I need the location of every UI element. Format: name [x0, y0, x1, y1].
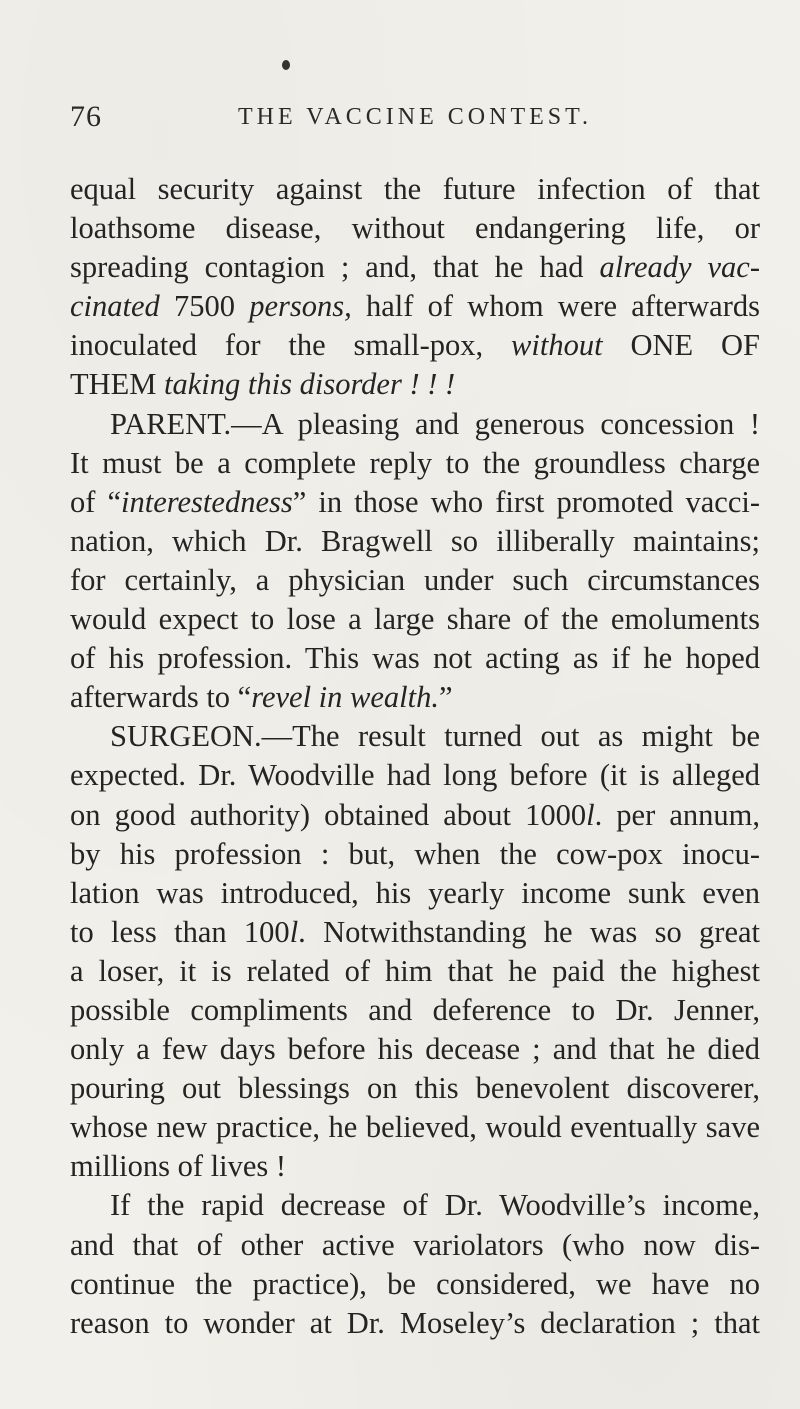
italic-text: l [586, 797, 595, 832]
text-span: of his profession. This was not acting as if he hoped [70, 641, 760, 676]
text-line [70, 1069, 760, 1108]
text-span: would expect to lose a large share of the emoluments [70, 602, 760, 637]
text-span: reason to wonder at Dr. Moseley’s declaration ; that [70, 1305, 760, 1340]
text-span: whose new practice, he believed, would eventually save [70, 1110, 760, 1145]
text-span: spreading contagion ; and, that he had [70, 250, 600, 285]
text-span: . per annum, [594, 797, 760, 832]
text-span: for certainly, a physician under such circumstances [70, 562, 760, 597]
text-span: ONE OF [602, 328, 760, 363]
text-line [70, 913, 760, 952]
text-span: It must be a complete reply to the groundless charge [70, 445, 760, 480]
text-line [70, 952, 760, 991]
text-span: THEM [70, 367, 165, 402]
text-span: on good authority) obtained about 1000 [70, 797, 587, 832]
italic-text: cinated [70, 289, 160, 324]
text-span: millions of lives ! [70, 1149, 287, 1184]
text-span: only a few days before his decease ; and that he died [70, 1032, 760, 1067]
text-span: of “ [70, 484, 122, 519]
text-line [70, 1030, 760, 1069]
text-line [70, 796, 760, 835]
italic-text: taking this disorder ! ! ! [164, 367, 456, 402]
text-line [70, 483, 760, 522]
text-line [70, 756, 760, 795]
text-span: afterwards to “ [70, 680, 252, 715]
text-span: inoculated for the small-pox, [70, 328, 512, 363]
text-line [70, 522, 760, 561]
text-span: a loser, it is related of him that he paid the highest [70, 953, 760, 988]
text-line [70, 1265, 760, 1304]
text-line [70, 405, 760, 444]
text-line [70, 874, 760, 913]
text-line [70, 1186, 760, 1225]
text-span: loathsome disease, without endangering life, or [70, 211, 760, 246]
page-header [70, 100, 760, 140]
italic-text: l [289, 914, 299, 949]
text-line [70, 209, 760, 248]
text-line [70, 835, 760, 874]
text-span: to less than 100 [70, 914, 290, 949]
text-span: possible compliments and deference to Dr. Jenner, [70, 992, 760, 1027]
text-line [70, 248, 760, 287]
text-line [70, 678, 760, 717]
text-span: SURGEON.—The result turned out as might be [110, 719, 760, 754]
text-line [70, 717, 760, 756]
page-number: 76 [70, 100, 102, 133]
ink-spot [282, 60, 290, 70]
text-line [70, 639, 760, 678]
text-line [70, 170, 760, 209]
text-span: nation, which Dr. Bragwell so illiberally maintains; [70, 523, 760, 558]
text-line [70, 326, 760, 365]
text-line [70, 991, 760, 1030]
italic-text: interestedness [121, 484, 293, 519]
italic-text: without [511, 328, 603, 363]
italic-text: already vac- [599, 250, 760, 285]
text-line [70, 1226, 760, 1265]
body-text [70, 170, 760, 1343]
running-head: THE VACCINE CONTEST. [237, 104, 592, 130]
text-span: by his profession : but, when the cow-pox inocu- [70, 836, 760, 871]
text-span: ” [438, 680, 453, 715]
text-span: . Notwithstanding he was so great [298, 914, 760, 949]
text-span: continue the practice), be considered, we have no [70, 1266, 760, 1301]
text-span: PARENT.—A pleasing and generous concession ! [110, 406, 760, 441]
text-span: lation was introduced, his yearly income sunk even [70, 875, 760, 910]
text-span: If the rapid decrease of Dr. Woodville’s income, [110, 1188, 760, 1223]
italic-text: revel in wealth. [251, 680, 439, 715]
text-span: half of whom were afterwards [351, 289, 760, 324]
text-line [70, 1108, 760, 1147]
text-span: and that of other active variolators (who now dis- [70, 1227, 760, 1262]
text-line [70, 1304, 760, 1343]
text-span: 7500 [159, 289, 250, 324]
text-line [70, 1147, 760, 1186]
text-line [70, 287, 760, 326]
text-span: ” in those who first promoted vacci- [292, 484, 760, 519]
text-line [70, 444, 760, 483]
text-span: pouring out blessings on this benevolent discoverer, [70, 1071, 760, 1106]
text-line [70, 365, 760, 404]
text-span: expected. Dr. Woodville had long before (it is alleged [70, 758, 760, 793]
text-line [70, 561, 760, 600]
italic-text: persons, [249, 289, 352, 324]
text-span: equal security against the future infection of that [70, 172, 760, 206]
text-line [70, 600, 760, 639]
